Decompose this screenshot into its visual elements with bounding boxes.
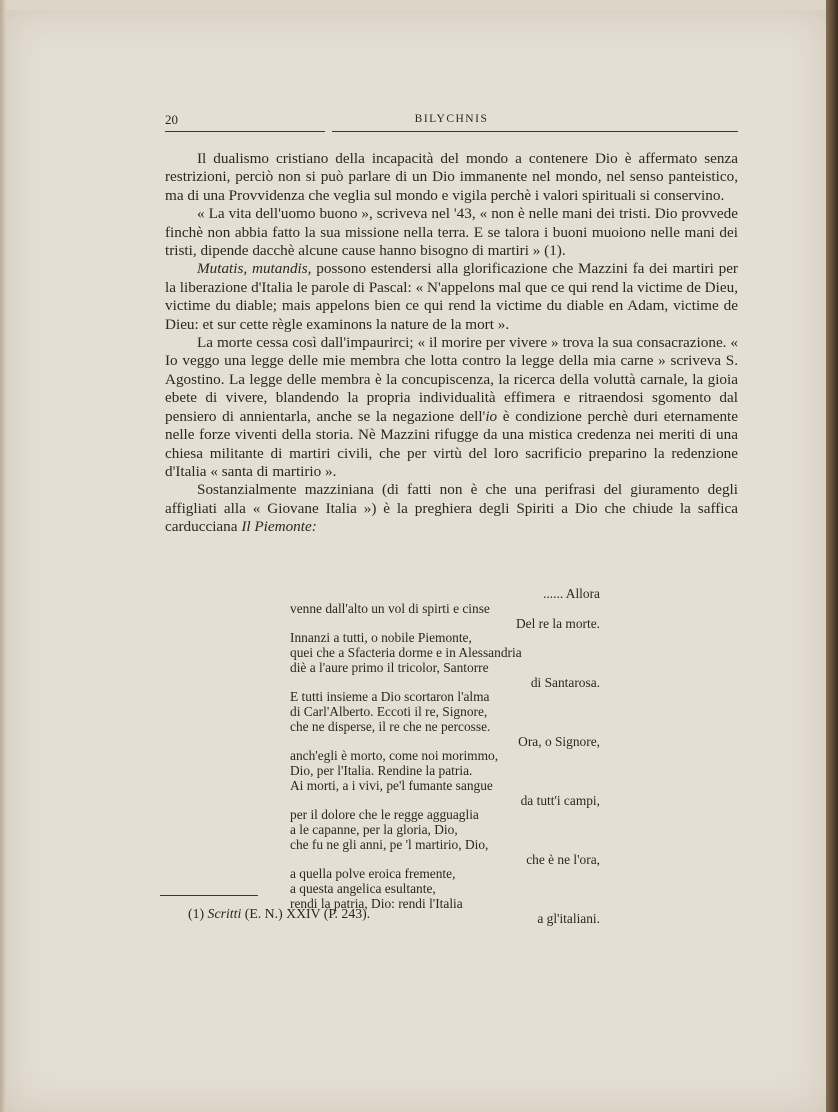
poem-line: che è ne l'ora, [526, 851, 600, 867]
paragraph-4-text-b: è condizione perchè duri eternamente nelle forze viventi della storia. Nè Mazzini rifugge da una mistica credenza nei meriti di una chiesa militante di martiri civili, che per virtù del loro sacrificio preparino la redenzione d'Italia « santa di martirio ». [165, 407, 738, 480]
latin-phrase: Mutatis, mutandis, [197, 260, 312, 278]
poem-line: che ne disperse, il re che ne percosse. [290, 718, 491, 734]
book-spine-edge [826, 0, 838, 1112]
poem-line: quei che a Sfacteria dorme e in Alessandria [290, 645, 522, 660]
poem-line: a quella polve eroica fremente, [290, 866, 456, 882]
poem-quote [290, 587, 600, 926]
poem-line: Ai morti, a i vivi, pe'l fumante sangue [290, 777, 493, 793]
poem-line: da tutt'i campi, [520, 792, 600, 808]
header-rule-left [165, 131, 325, 132]
poem-line: diè a l'aure primo il tricolor, Santorre [290, 659, 489, 675]
paragraph-4 [165, 334, 738, 481]
paragraph-5-text: Sostanzialmente mazziniana (di fatti non è che una perifrasi del giuramento degli affigliati alla « Giovane Italia ») è la preghiera degli Spiriti a Dio che chiude la saffica carducciana [165, 481, 738, 536]
paragraph-3 [165, 260, 738, 334]
body-text [165, 150, 738, 537]
poem-line: venne dall'alto un vol di spirti e cinse [290, 600, 490, 616]
poem-line: per il dolore che le regge agguaglia [290, 807, 479, 823]
poem-line: E tutti insieme a Dio scortaron l'alma [290, 689, 490, 705]
poem-title: Il Piemonte: [241, 518, 317, 536]
poem-line: Ora, o Signore, [518, 733, 600, 749]
poem-line: ...... Allora [543, 586, 600, 601]
poem-line: anch'egli è morto, come noi morimmo, [290, 748, 499, 764]
footnote [188, 906, 370, 922]
italic-io: io [485, 407, 498, 425]
poem-line: Dio, per l'Italia. Rendine la patria. [290, 763, 473, 778]
poem-line: rendi la patria, Dio: rendi l'Italia [290, 895, 463, 911]
page-number: 20 [165, 112, 178, 127]
running-title: BILYCHNIS [414, 113, 489, 125]
poem-line: a le capanne, per la gloria, Dio, [290, 822, 458, 837]
poem-line: che fu ne gli anni, pe 'l martirio, Dio, [290, 836, 489, 852]
paragraph-1: Il dualismo cristiano della incapacità del mondo a contenere Dio è affermato senza restrizioni, perciò non si può parlare di un Dio immanente nel mondo, nel senso panteistico, ma di una Provvidenza che veglia sul mondo e vigila perchè i valori spirituali si conservino. [165, 150, 738, 204]
poem-line: Del re la morte. [515, 615, 600, 631]
poem-line: a questa angelica esultante, [290, 881, 436, 896]
paragraph-5 [165, 481, 738, 536]
footnote-rule [160, 895, 258, 896]
footnote-marker: (1) [188, 906, 208, 921]
poem-line: Innanzi a tutti, o nobile Piemonte, [290, 630, 472, 646]
footnote-work-title: Scritti [207, 906, 242, 921]
poem-line: di Santarosa. [530, 674, 600, 690]
paragraph-4-text-a: La morte cessa così dall'impaurirci; « il morire per vivere » trova la sua consacrazione. « Io veggo una legge delle mie membra che lotta contro la legge della mia carne » scriveva S. Agostino. La legge delle membra è la concupiscenza, la ricerca della voluttà carnale, la gioia ebete di vivere, blandendo la propria individualità effimera e ritraendosi sgomento dal pensiero di annientarla, anche se la negazione dell' [165, 334, 738, 425]
paragraph-3-text: possono estendersi alla glorificazione che Mazzini fa dei martiri per la liberazione d'Italia le parole di Pascal: « N'appelons mal que ce qui rend la victime de Dieu, victime du diable; mais appelons bien ce qui rend la victime du diable en Adam, victime de Dieu: et sur cette règle examinons la nature de la mort ». [165, 260, 738, 333]
footnote-reference: (E. N.) XXIV (P. 243). [241, 906, 371, 921]
page-header [165, 112, 738, 132]
poem-line: di Carl'Alberto. Eccoti il re, Signore, [290, 704, 488, 719]
paragraph-2: « La vita dell'uomo buono », scriveva nel '43, « non è nelle mani dei tristi. Dio provvede finchè non abbia fatto la sua missione nella terra. E se talora i buoni muoiono nelle mani dei tristi, dipende dacchè alcune cause hanno bisogno di martiri » (1). [165, 205, 738, 260]
header-rule-right [332, 131, 738, 132]
poem-line: a gl'italiani. [537, 910, 600, 926]
